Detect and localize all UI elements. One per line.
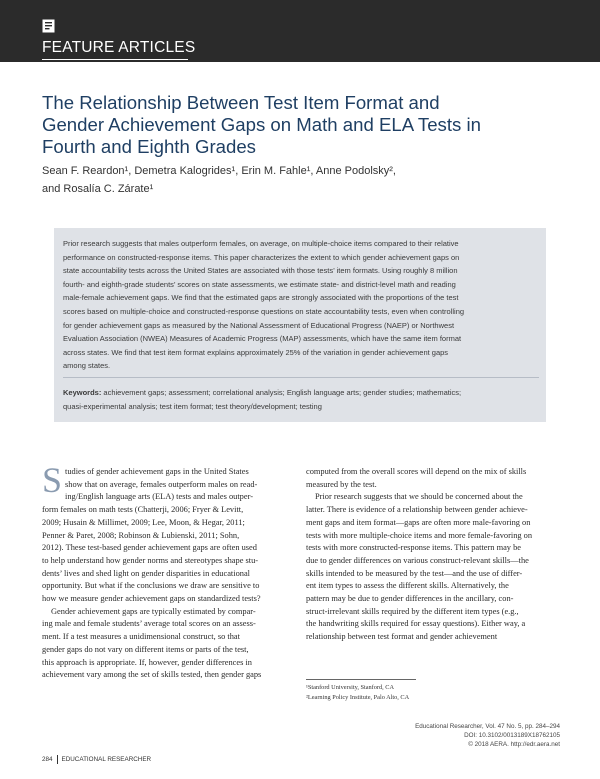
body-line: ent item types to assess the different skills. Alternatively, the — [306, 581, 509, 591]
abstract-line: performance on constructed-response items. This paper characterizes the extent to which gender achievement gaps on — [63, 252, 460, 262]
footnote-divider — [306, 679, 416, 680]
body-line: to help understand how gender norms and stereotypes shape stu- — [42, 555, 259, 565]
journal-info — [306, 722, 560, 750]
abstract-line: for gender achievement gaps as measured by the National Assessment of Educational Progress (NAEP) or Northwest — [63, 320, 455, 330]
footnote: ¹Stanford University, Stanford, CA — [306, 684, 395, 691]
body-line: Prior research suggests that we should be concerned about the — [315, 492, 523, 502]
body-line: ing male and female students’ average total scores on an assess- — [42, 619, 256, 629]
body-line: ment. If a test measures a unidimensional construct, so that — [42, 632, 240, 642]
abstract — [63, 237, 539, 373]
section-label: FEATURE ARTICLES — [42, 39, 196, 56]
body-line: 2009; Husain & Millimet, 2009; Lee, Moon, & Hegar, 2011; — [42, 517, 245, 527]
body-column-left — [42, 466, 296, 682]
body-line: struct-irrelevant skills required by the different item types (e.g., — [306, 606, 519, 616]
abstract-line: among states. — [63, 361, 111, 371]
body-line: ment gaps and item format—gaps are often more male-favoring on — [306, 517, 531, 527]
body-line: tests with more constructed-response items. This pattern may be — [306, 543, 521, 553]
header-band — [0, 0, 600, 62]
body-line: tudies of gender achievement gaps in the United States — [65, 467, 249, 476]
body-line: achievement vary among the set of skills tested, then gender gaps — [42, 670, 262, 680]
page-number: 284 — [42, 756, 53, 764]
body-line: dents’ lives and shed light on gender disparities in educational — [42, 568, 251, 578]
abstract-line: state accountability tests across the United States are associated with those tests’ item formats. Using roughly 8 million — [63, 266, 458, 276]
copyright-line: © 2018 AERA. http://edr.aera.net — [468, 741, 560, 749]
abstract-line: Prior research suggests that males outperform females, on average, on multiple-choice items compared to their relative — [63, 239, 459, 248]
abstract-line: scores based on multiple-choice and constructed-response questions on state accountability tests, even when controlling — [63, 306, 465, 316]
body-line: the handwriting skills required for essay questions). Either way, a — [306, 619, 526, 629]
journal-name: EDUCATIONAL RESEARCHER — [61, 756, 152, 764]
body-line: due to gender differences on various construct-relevant skills—the — [306, 555, 529, 565]
title-line: Fourth and Eighth Grades — [42, 136, 256, 157]
body-line: skills intended to be measured by the test—and the use of differ- — [306, 568, 523, 578]
header-divider — [42, 59, 188, 60]
body-line: computed from the overall scores will depend on the mix of skills — [306, 467, 527, 476]
body-line: how we measure gender achievement gaps on standardized tests? — [42, 594, 261, 604]
body-line: opportunity. But what if the conclusions we draw are sensitive to — [42, 581, 260, 591]
body-line: this approach is appropriate. If, however, gender differences in — [42, 657, 252, 667]
keywords-line — [63, 386, 539, 400]
body-line: gender gaps do not vary on different items or parts of the test, — [42, 644, 249, 654]
body-line: relationship between test format and gender achievement — [306, 632, 498, 642]
abstract-line: male-female achievement gaps. We find that the estimated gaps are strongly associated with the proportions of the test — [63, 293, 459, 303]
body-line: latter. There is evidence of a relationship between gender achieve- — [306, 505, 528, 515]
author-line: and Rosalía C. Zárate¹ — [42, 183, 154, 195]
footnote: ²Learning Policy Institute, Palo Alto, CA — [306, 694, 410, 701]
body-line: pattern may be due to gender differences in the ancillary, con- — [306, 594, 514, 604]
keywords-line: quasi-experimental analysis; test item format; test theory/development; testing — [63, 401, 322, 411]
author-line: Sean F. Reardon¹, Demetra Kalogrides¹, Erin M. Fahle¹, Anne Podolsky², — [42, 165, 396, 177]
keywords-list: achievement gaps; assessment; correlational analysis; English language arts; gender studies; mathematics; — [101, 388, 462, 397]
keywords — [63, 386, 539, 413]
title-line: The Relationship Between Test Item Format and — [42, 92, 440, 113]
body-line: measured by the test. — [306, 479, 377, 489]
body-line: tests with more multiple-choice items and more female-favoring on — [306, 530, 533, 540]
drop-cap: S — [42, 460, 63, 500]
footer-divider — [57, 755, 58, 764]
body-line: show that on average, females outperform males on read- — [65, 479, 258, 489]
keywords-divider — [63, 377, 539, 378]
body-line: Penner & Paret, 2008; Robinson & Lubienski, 2011; Sohn, — [42, 530, 240, 540]
citation-line: Educational Researcher, Vol. 47 No. 5, pp. 284–294 — [415, 723, 560, 730]
body-line: Gender achievement gaps are typically estimated by compar- — [51, 606, 256, 616]
body-line: 2012). These test-based gender achievement gaps are often used — [42, 543, 257, 553]
body-line: ing/English language arts (ELA) tests and males outper- — [65, 492, 253, 502]
abstract-line: across states. We find that test item format explains approximately 25% of the variation in gender achievement gaps — [63, 347, 449, 357]
keywords-label: Keywords: — [63, 388, 102, 397]
article-title — [42, 92, 562, 158]
abstract-line: fourth- and eighth-grade students’ scores on state assessments, we estimate state- and district-level math and reading — [63, 279, 456, 289]
body-line: form females on math tests (Chatterji, 2006; Fryer & Levitt, — [42, 505, 244, 515]
doi-line: DOI: 10.3102/0013189X18762105 — [464, 732, 560, 740]
document-icon — [42, 19, 55, 33]
page-footer — [42, 755, 151, 764]
footnotes — [306, 683, 560, 703]
author-list — [42, 162, 562, 198]
body-column-right — [306, 466, 560, 644]
title-line: Gender Achievement Gaps on Math and ELA Tests in — [42, 114, 481, 135]
abstract-line: Evaluation Association (NWEA) Measures of Academic Progress (MAP) assessments, which have the same item format — [63, 334, 462, 344]
